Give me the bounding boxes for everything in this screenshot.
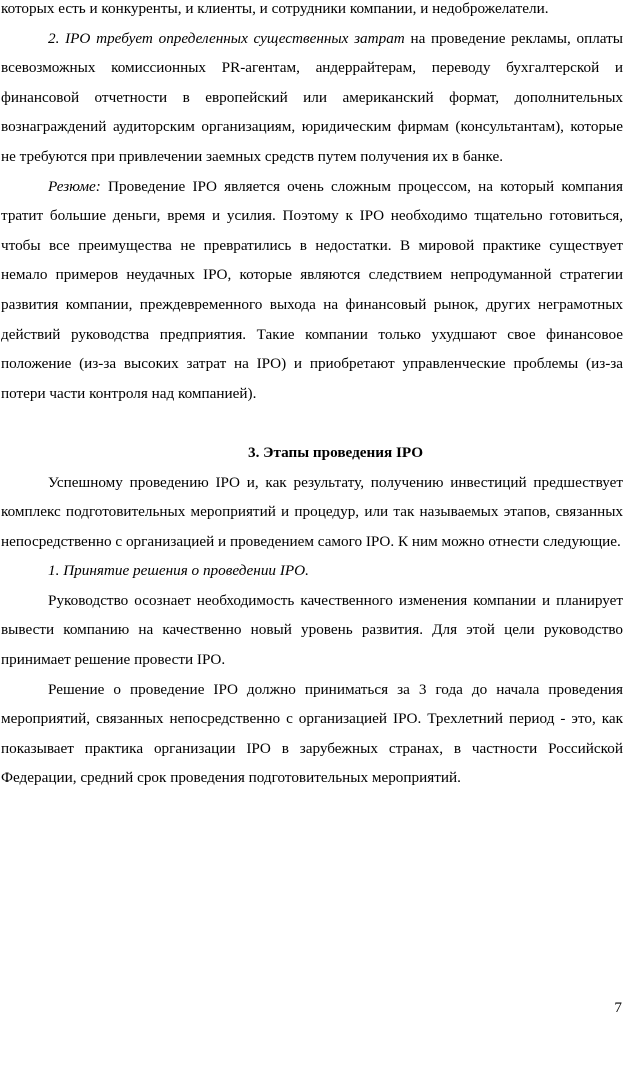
paragraph-text: Проведение IPO является очень сложным процессом, на который компания тратит большие деньги, время и усилия. Поэтому к IPO необходимо тщательно готовиться, чтобы все преимущества не превратились в недостатки. В мировой практике существует немало примеров неудачных IPO, которые являются следствием непродуманной стратегии развития компании, преждевременного выхода на финансовый рынок, других неграмотных действий руководства предприятия. Такие компании только ухудшают свое финансовое положение (из-за высоких затрат на IPO) и приобретают управленческие проблемы (из-за потери части контроля над компанией). [1, 177, 623, 402]
paragraph-lead-italic: 2. IPO требует определенных существенных затрат [48, 29, 405, 47]
blank-line [1, 408, 623, 438]
paragraph-management-decision [1, 586, 623, 675]
paragraph-lead-italic: Резюме: [48, 177, 101, 195]
paragraph-decision-timing [1, 675, 623, 793]
page-number: 7 [614, 999, 622, 1016]
paragraph-ipo-costs [1, 24, 623, 172]
section-heading: 3. Этапы проведения IPO [247, 443, 424, 461]
paragraph-text: Руководство осознает необходимость качественного изменения компании и планирует вывести компанию на качественно новый уровень развития. Для этой цели руководство принимает решение провести IPO. [1, 591, 623, 669]
paragraph-text: на проведение рекламы, оплаты всевозможных комиссионных PR-агентам, андеррайтерам, переводу бухгалтерской и финансовой отчетности в европейский или американский формат, дополнительных вознаграждений аудиторским организациям, юридическим фирмам (консультантам), которые не требуются при привлечении заемных средств путем получения их в банке. [1, 29, 623, 165]
page-body [1, 0, 623, 793]
paragraph-continuation [1, 0, 623, 24]
paragraph-stages-intro [1, 468, 623, 557]
paragraph-stage-1-title [1, 556, 623, 586]
paragraph-summary [1, 172, 623, 409]
paragraph-lead-italic: 1. Принятие решения о проведении IPO. [48, 562, 309, 580]
paragraph-text: Успешному проведению IPO и, как результату, получению инвестиций предшествует комплекс подготовительных мероприятий и процедур, или так называемых этапов, связанных непосредственно с организацией и проведением самого IPO. К ним можно отнести следующие. [1, 473, 623, 550]
paragraph-text: которых есть и конкуренты, и клиенты, и сотрудники компании, и недоброжелатели. [1, 0, 549, 17]
paragraph-text: Решение о проведение IPO должно приниматься за 3 года до начала проведения мероприятий, связанных непосредственно с организацией IPO. Трехлетний период - это, как показывает практика организации IPO в зарубежных странах, в частности Российской Федерации, средний срок проведения подготовительных мероприятий. [1, 680, 623, 787]
